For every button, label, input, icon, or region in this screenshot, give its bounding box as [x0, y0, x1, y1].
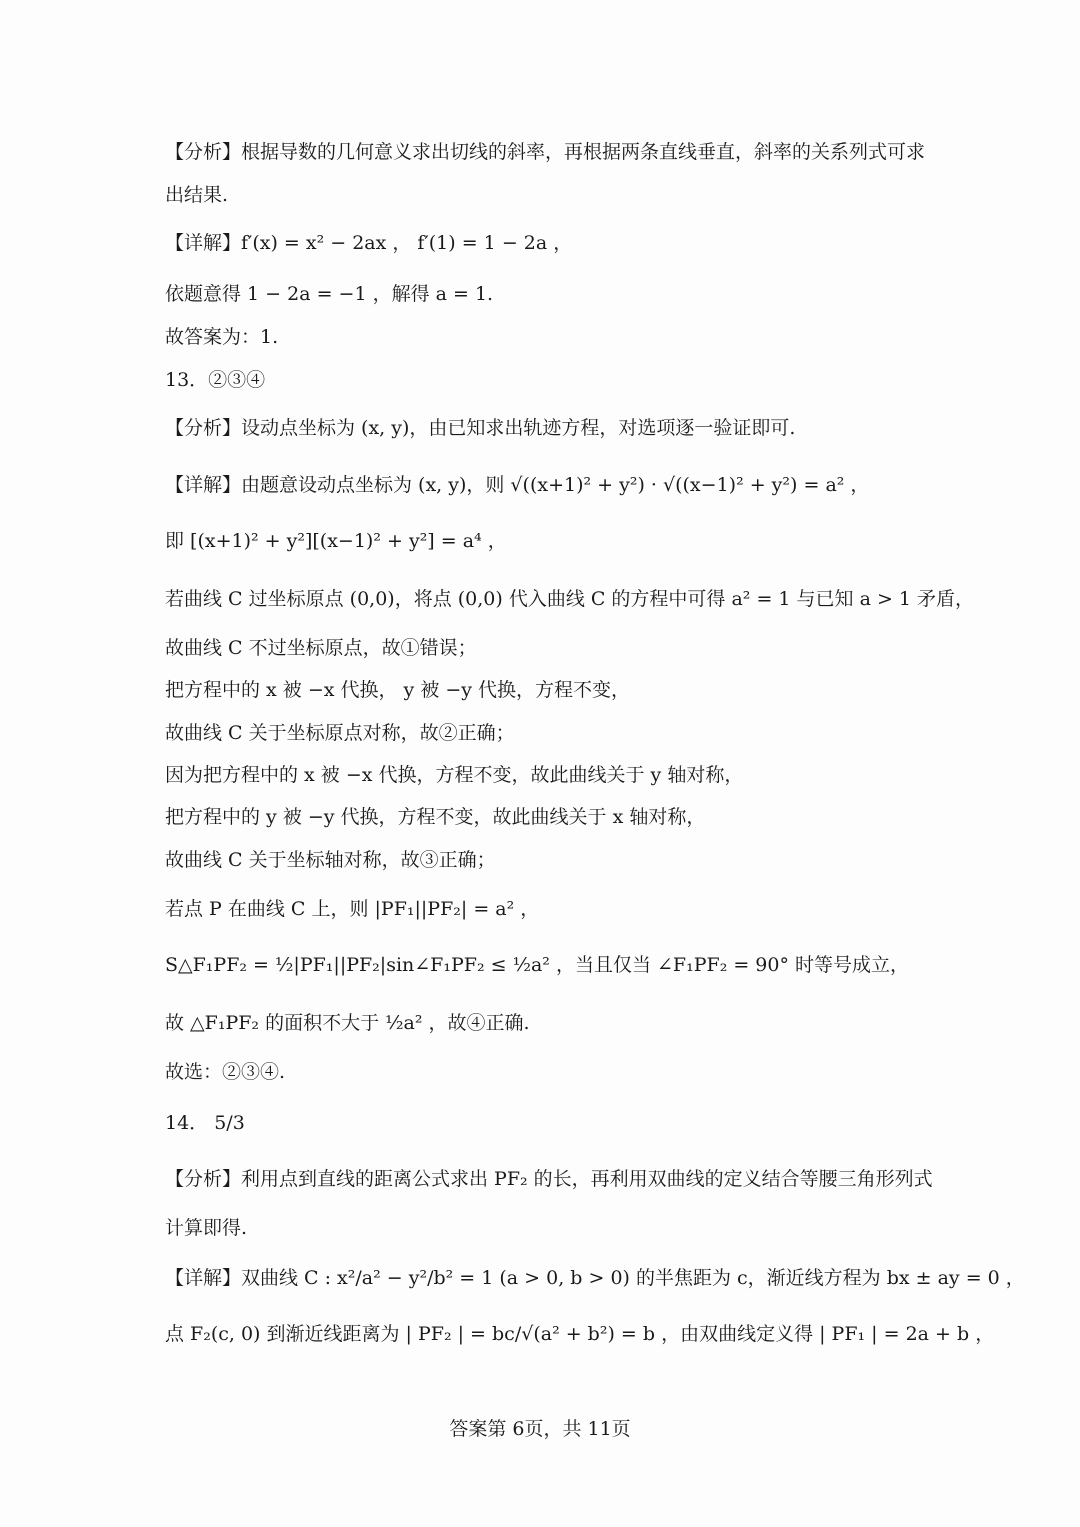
solution-13: 【详解】由题意设动点坐标为 (x, y)，则 √((x+1)² + y²) · √((x−1)² + y²) = a² ， — [165, 474, 870, 496]
answer-13: 故选：②③④. — [165, 1061, 286, 1083]
solution-13-xaxis: 把方程中的 y 被 −y 代换，方程不变，故此曲线关于 x 轴对称， — [165, 806, 706, 828]
question-13-answer: 13．②③④ — [165, 369, 266, 391]
solution-14-dist: 点 F₂(c, 0) 到渐近线距离为 | PF₂ | = bc/√(a² + b²) = b ，由双曲线定义得 | PF₁ | = 2a + b ， — [165, 1323, 995, 1345]
solution-12-step: 依题意得 1 − 2a = −1 ，解得 a = 1. — [165, 283, 494, 305]
page-footer: 答案第 6页，共 11页 — [449, 1418, 631, 1440]
question-14-answer: 14． 5/3 — [165, 1112, 245, 1134]
analysis-13: 【分析】设动点坐标为 (x, y)，由已知求出轨迹方程，对选项逐一验证即可. — [165, 417, 796, 439]
solution-14: 【详解】双曲线 C : x²/a² − y²/b² = 1 (a > 0, b > 0) 的半焦距为 c，渐近线方程为 bx ± ay = 0 ， — [165, 1267, 1025, 1289]
solution-13-subst: 把方程中的 x 被 −x 代换， y 被 −y 代换，方程不变， — [165, 679, 631, 701]
analysis-12: 【分析】根据导数的几何意义求出切线的斜率，再根据两条直线垂直，斜率的关系列式可求 — [165, 141, 926, 163]
solution-12: 【详解】f′(x) = x² − 2ax ， f′(1) = 1 − 2a ， — [165, 232, 573, 254]
solution-13-area: S△F₁PF₂ = ½|PF₁||PF₂|sin∠F₁PF₂ ≤ ½a² ，当且仅当 ∠F₁PF₂ = 90° 时等号成立， — [165, 954, 910, 976]
analysis-14: 【分析】利用点到直线的距离公式求出 PF₂ 的长，再利用双曲线的定义结合等腰三角形列式 — [165, 1168, 933, 1190]
solution-13-claim1: 故曲线 C 不过坐标原点，故①错误； — [165, 637, 477, 659]
solution-13-claim4: 故 △F₁PF₂ 的面积不大于 ½a² ，故④正确. — [165, 1012, 530, 1034]
solution-13-origin: 若曲线 C 过坐标原点 (0,0)，将点 (0,0) 代入曲线 C 的方程中可得 a² = 1 与已知 a > 1 矛盾， — [165, 588, 975, 610]
solution-13-yaxis: 因为把方程中的 x 被 −x 代换，方程不变，故此曲线关于 y 轴对称， — [165, 764, 744, 786]
solution-13-claim2: 故曲线 C 关于坐标原点对称，故②正确； — [165, 722, 515, 744]
solution-13-eq: 即 [(x+1)² + y²][(x−1)² + y²] = a⁴ ， — [165, 530, 507, 552]
solution-13-claim3: 故曲线 C 关于坐标轴对称，故③正确； — [165, 849, 496, 871]
solution-13-point: 若点 P 在曲线 C 上，则 |PF₁||PF₂| = a² ， — [165, 898, 540, 920]
answer-12: 故答案为：1. — [165, 326, 279, 348]
analysis-12-cont: 出结果. — [165, 184, 229, 206]
analysis-14-cont: 计算即得. — [165, 1217, 248, 1239]
